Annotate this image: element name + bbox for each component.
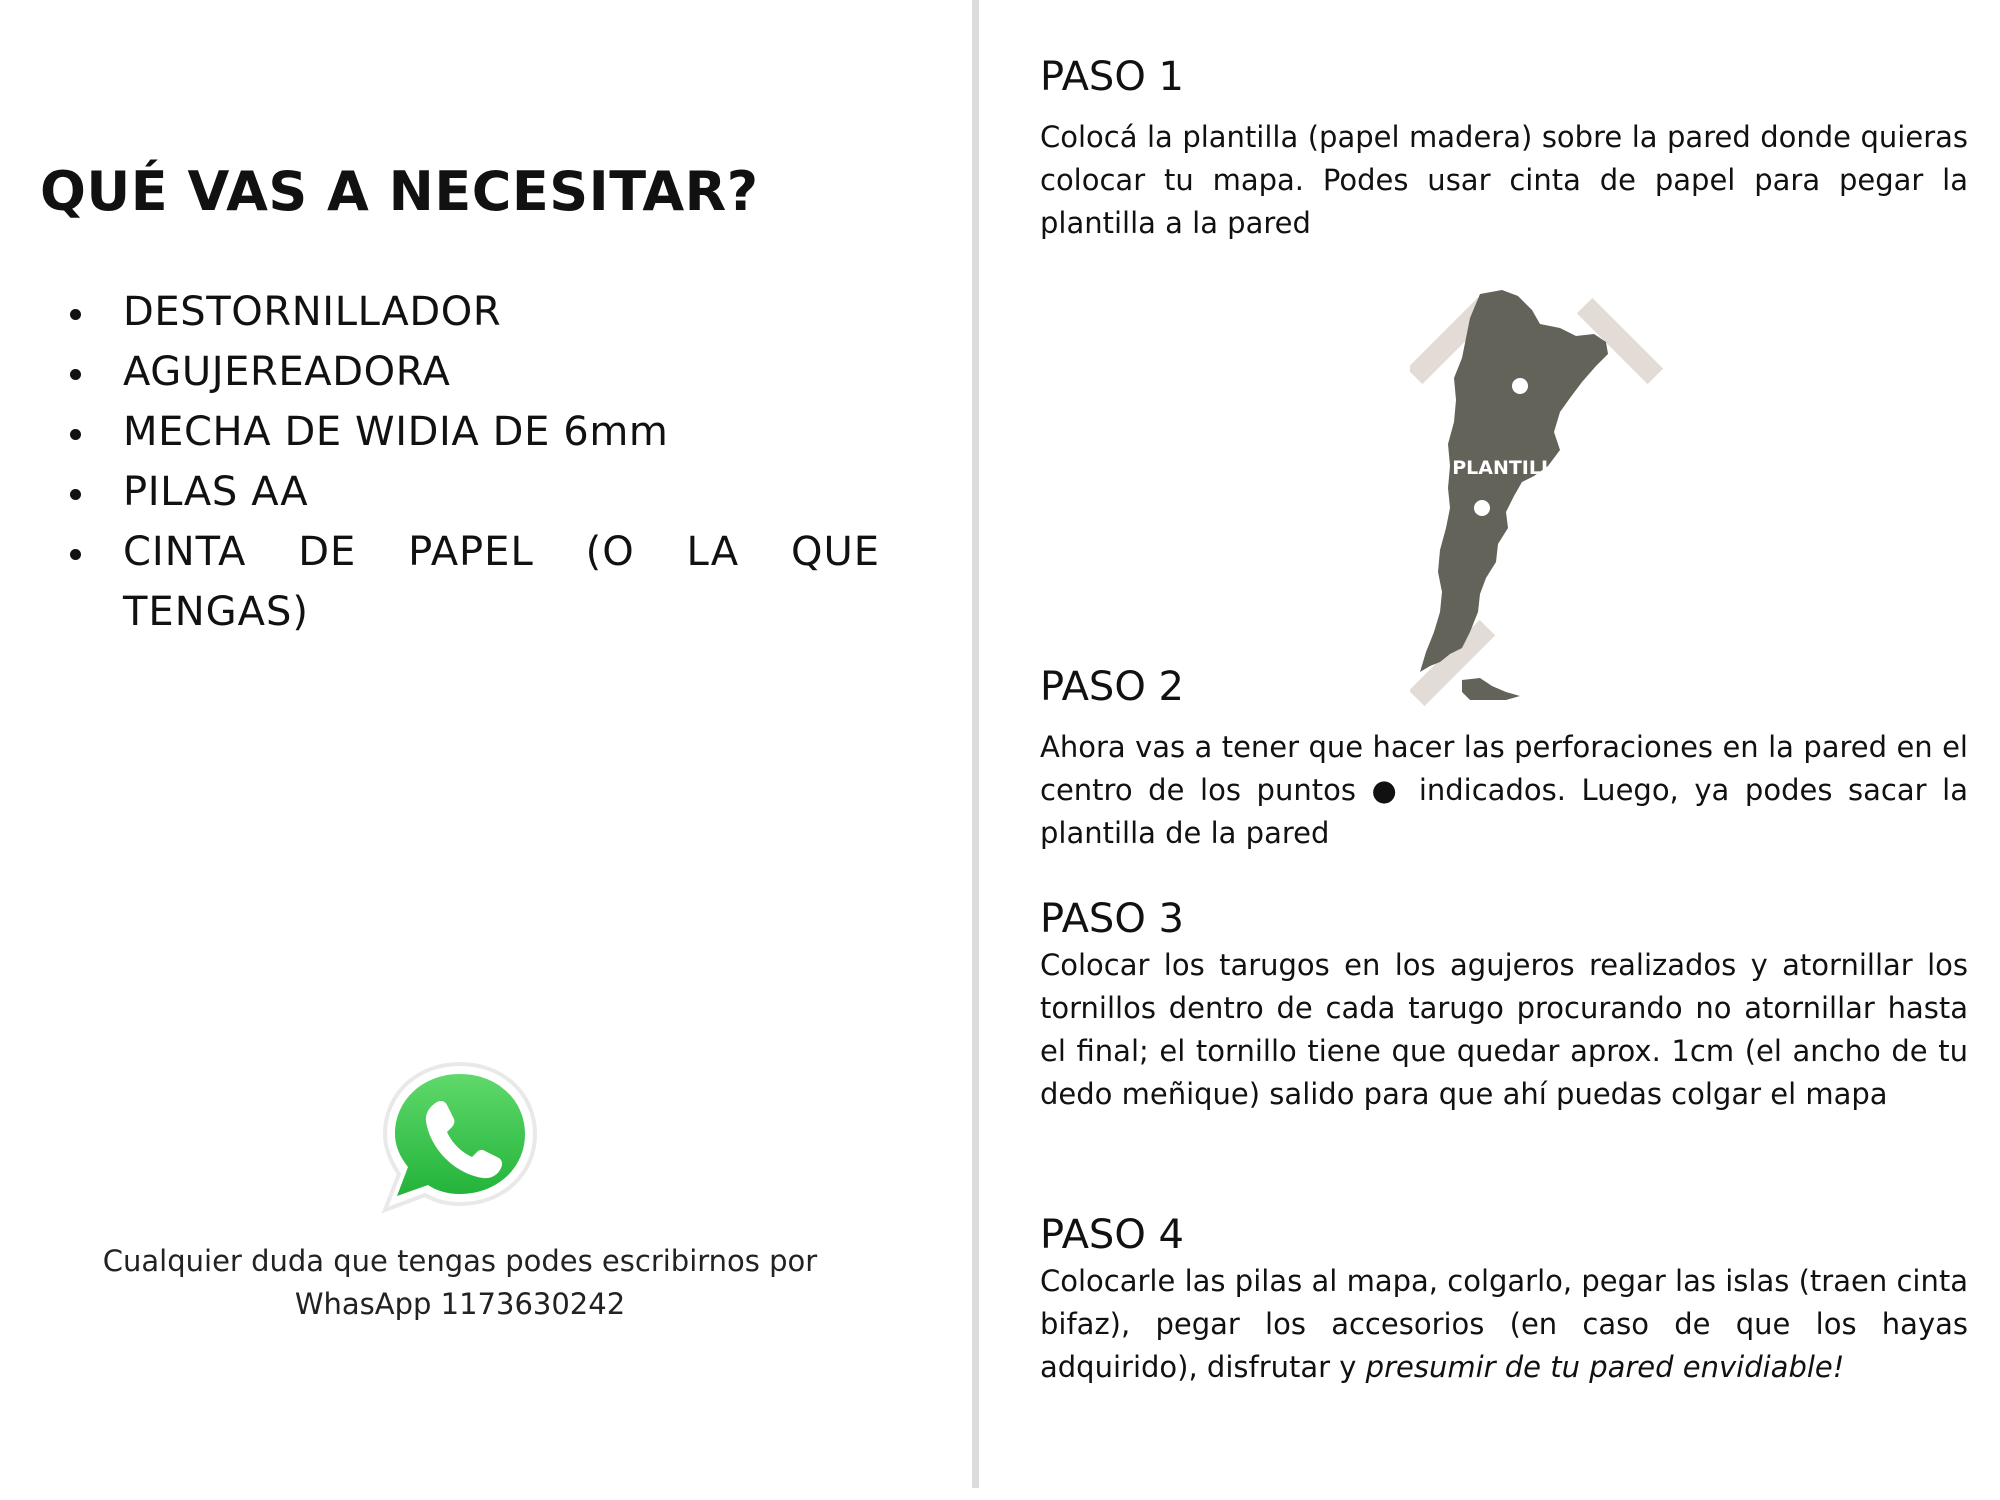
list-item: MECHA DE WIDIA DE 6mm — [40, 402, 880, 462]
step-4-title: PASO 4 — [1040, 1212, 1184, 1258]
step-4-text-main: Colocarle las pilas al mapa, colgarlo, pegar las islas (traen cinta bifaz), pegar los accesorios (en caso de que los hayas adquirido), disfrutar y — [1040, 1264, 1968, 1384]
needs-list — [40, 282, 880, 642]
contact-phone: WhasApp 1173630242 — [294, 1287, 626, 1321]
step-2-text: Ahora vas a tener que hacer las perforaciones en la pared en el centro de los puntos ● indicados. Luego, ya podes sacar la plantilla de la pared — [1040, 730, 1968, 850]
step-2-title: PASO 2 — [1040, 664, 1184, 710]
hole-dot — [1474, 500, 1490, 516]
step-4-text — [1040, 1260, 1968, 1389]
hole-dot — [1512, 378, 1528, 394]
step-3-text: Colocar los tarugos en los agujeros realizados y atornillar los tornillos dentro de cada tarugo procurando no atornillar hasta el final; el tornillo tiene que quedar aprox. 1cm (el ancho de tu dedo meñique) salido para que ahí puedas colgar el mapa — [1040, 948, 1968, 1111]
step-1-text: Colocá la plantilla (papel madera) sobre la pared donde quieras colocar tu mapa. Podes usar cinta de papel para pegar la plantilla a la pared — [1040, 120, 1968, 240]
step-1-title: PASO 1 — [1040, 54, 1184, 100]
contact-text — [40, 1240, 880, 1326]
argentina-template-map — [1410, 282, 1670, 712]
list-item: AGUJEREADORA — [40, 342, 880, 402]
needs-title: QUÉ VAS A NECESITAR? — [40, 160, 759, 223]
map-tierra-del-fuego — [1462, 678, 1520, 700]
template-label: PLANTILLA — [1452, 457, 1568, 479]
step-3-title: PASO 3 — [1040, 896, 1184, 942]
whatsapp-icon[interactable] — [375, 1058, 545, 1218]
step-4-text-italic: presumir de tu pared envidiable! — [1365, 1350, 1845, 1384]
list-item: DESTORNILLADOR — [40, 282, 880, 342]
column-divider — [972, 0, 979, 1488]
contact-line: Cualquier duda que tengas podes escribirnos por — [102, 1244, 818, 1278]
list-item: CINTA DE PAPEL (O LA QUE TENGAS) — [40, 522, 880, 642]
list-item: PILAS AA — [40, 462, 880, 522]
